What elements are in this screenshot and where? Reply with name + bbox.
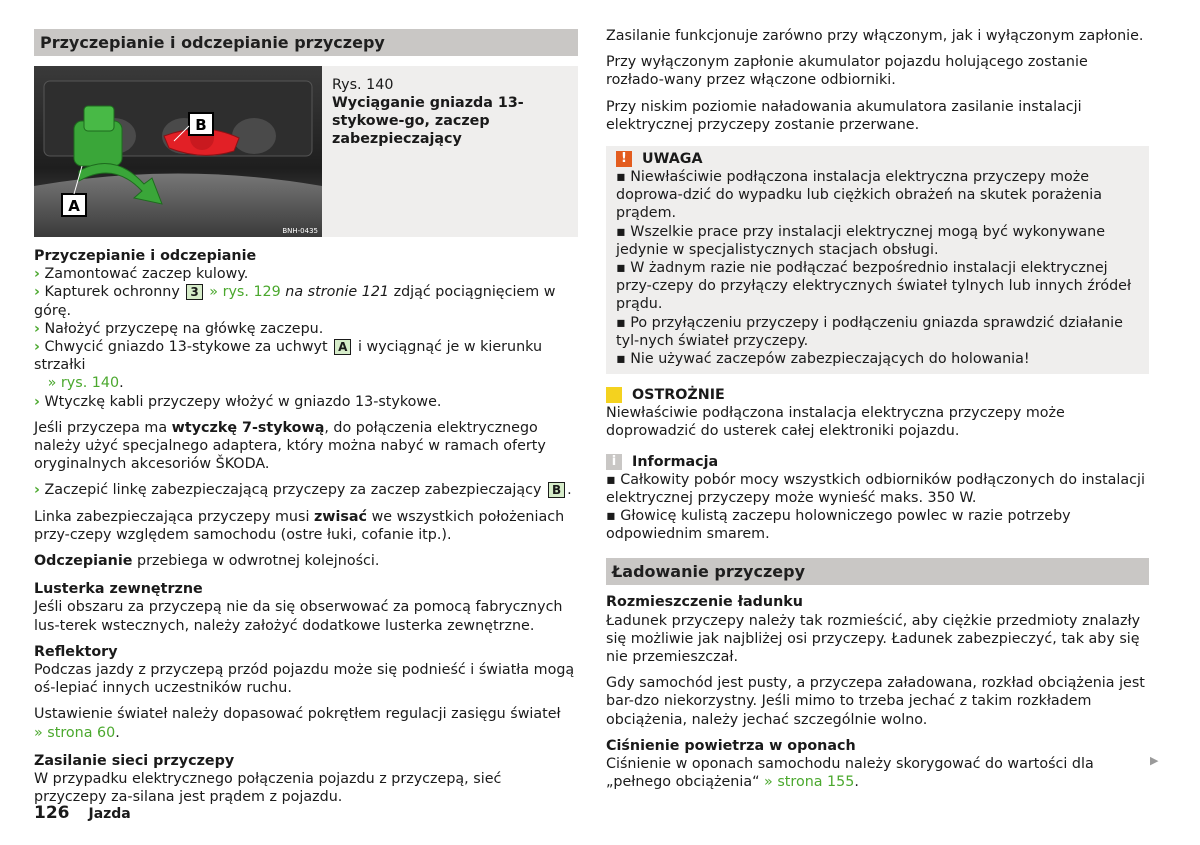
page-footer bbox=[34, 804, 131, 823]
step-item: › Chwycić gniazdo 13-stykowe za uchwyt A i wyciągnąć je w kierunku strzałki » rys. 140. bbox=[34, 339, 543, 392]
subheading: Reflektory bbox=[34, 643, 118, 660]
subheading: Zasilanie sieci przyczepy bbox=[34, 752, 235, 769]
figure-140 bbox=[34, 66, 578, 237]
figure-link[interactable]: » rys. 129 bbox=[209, 284, 281, 301]
figure-illustration bbox=[34, 66, 322, 237]
paragraph: Podczas jazdy z przyczepą przód pojazdu może się podnieść i światła mogą oś-lepiać innych uczestników ruchu. bbox=[34, 662, 575, 697]
next-page-icon: ▶ bbox=[1150, 754, 1159, 767]
info-header: i Informacja bbox=[606, 453, 1149, 471]
paragraph: W przypadku elektrycznego połączenia pojazdu z przyczepą, sieć przyczepy za-silana jest prądem z pojazdu. bbox=[34, 771, 502, 806]
info-item: ▪ Całkowity pobór mocy wszystkich odbiorników podłączonych do instalacji elektrycznej przyczepy może wynieść maks. 350 W. bbox=[606, 471, 1145, 506]
caution-text: Niewłaściwie podłączona instalacja elektryczna przyczepy może doprowadzić do usterek całej elektroniki pojazdu. bbox=[606, 405, 1065, 440]
figure-label-a: A bbox=[68, 197, 80, 215]
caution-icon: ! bbox=[606, 387, 622, 403]
step-item: › Kapturek ochronny 3 » rys. 129 na stronie 121 zdjąć pociągnięciem w górę. bbox=[34, 284, 556, 319]
subheading: Lusterka zewnętrzne bbox=[34, 581, 203, 598]
page-link[interactable]: » strona 155 bbox=[764, 774, 855, 791]
step-item: › Nałożyć przyczepę na główkę zaczepu. bbox=[34, 320, 324, 337]
paragraph: Zasilanie funkcjonuje zarówno przy włączonym, jak i wyłączonym zapłonie. bbox=[606, 28, 1144, 44]
warning-item: ▪ Wszelkie prace przy instalacji elektrycznej mogą być wykonywane jedynie w specjalistycznych stacjach obsługi. bbox=[616, 223, 1106, 258]
paragraph: Gdy samochód jest pusty, a przyczepa załadowana, rozkład obciążenia jest bar-dzo niekorzystny. Jeśli mimo to trzeba jechać z takim rozkładem obciążenia, należy jechać szczególnie wolno. bbox=[606, 675, 1145, 728]
left-column bbox=[34, 29, 578, 806]
subheading: Rozmieszczenie ładunku bbox=[606, 594, 803, 611]
ref-box: A bbox=[334, 339, 351, 355]
towbar-socket-illustration bbox=[34, 66, 322, 237]
right-column bbox=[606, 27, 1149, 792]
section-title: Przyczepianie i odczepianie przyczepy bbox=[34, 29, 578, 56]
figure-link[interactable]: » rys. 140 bbox=[47, 375, 120, 392]
paragraph: Odczepianie przebiega w odwrotnej kolejności. bbox=[34, 553, 380, 570]
info-icon: i bbox=[606, 454, 622, 470]
warning-item: ▪ W żadnym razie nie podłączać bezpośrednio instalacji elektrycznej przy-czepy do przyłączy elektrycznych świateł tylnych lub innych źródeł prądu. bbox=[616, 260, 1132, 313]
page-number: 126 bbox=[34, 803, 70, 823]
figure-code: BNH-0435 bbox=[282, 227, 318, 235]
paragraph: Jeśli przyczepa ma wtyczkę 7-stykową, do połączenia elektrycznego należy użyć specjalnego adaptera, który można nabyć w ramach oferty oryginalnych akcesoriów ŠKODA. bbox=[34, 419, 546, 473]
ref-box: 3 bbox=[186, 284, 202, 300]
paragraph: Jeśli obszaru za przyczepą nie da się obserwować za pomocą fabrycznych lus-terek wstecznych, należy założyć dodatkowe lusterka zewnętrzne. bbox=[34, 599, 563, 634]
warning-icon: ! bbox=[616, 151, 632, 167]
info-box bbox=[606, 453, 1149, 544]
caution-header: ! OSTROŻNIE bbox=[606, 386, 1149, 404]
left-body bbox=[34, 247, 578, 806]
paragraph: Przy niskim poziomie naładowania akumulatora zasilanie instalacji elektrycznej przyczepy zostanie przerwane. bbox=[606, 98, 1082, 133]
paragraph: Przy wyłączonym zapłonie akumulator pojazdu holującego zostanie rozłado-wany przez włączone odbiorniki. bbox=[606, 54, 1088, 89]
step-item: › Wtyczkę kabli przyczepy włożyć w gniazdo 13-stykowe. bbox=[34, 393, 442, 410]
figure-caption bbox=[322, 66, 578, 237]
info-item: ▪ Głowicę kulistą zaczepu holowniczego powlec w razie potrzeby odpowiednim smarem. bbox=[606, 508, 1071, 543]
subheading: Ciśnienie powietrza w oponach bbox=[606, 737, 856, 754]
figure-number: Rys. 140 bbox=[332, 77, 394, 93]
warning-item: ▪ Nie używać zaczepów zabezpieczających do holowania! bbox=[616, 351, 1030, 368]
warning-box bbox=[606, 146, 1149, 374]
section-title: Ładowanie przyczepy bbox=[606, 558, 1149, 585]
caution-box bbox=[606, 386, 1149, 440]
figure-label-b: B bbox=[195, 116, 207, 134]
ref-box: B bbox=[548, 482, 565, 498]
chapter-name: Jazda bbox=[88, 806, 131, 822]
subheading: Przyczepianie i odczepianie bbox=[34, 248, 257, 264]
page-link[interactable]: » strona 60 bbox=[34, 724, 116, 741]
paragraph: Ładunek przyczepy należy tak rozmieścić, aby ciężkie przedmioty znalazły się możliwie jak najbliżej osi przyczepy. Ładunek zabezpieczyć, tak aby się nie przemieszczał. bbox=[606, 612, 1141, 666]
warning-item: ▪ Niewłaściwie podłączona instalacja elektryczna przyczepy może doprowa-dzić do wypadku lub ciężkich obrażeń na skutek porażenia prądem. bbox=[616, 169, 1103, 222]
paragraph: Linka zabezpieczająca przyczepy musi zwisać we wszystkich położeniach przy-czepy względem samochodu (ostre łuki, cofanie itp.). bbox=[34, 508, 565, 543]
step-item: › Zaczepić linkę zabezpieczającą przyczepy za zaczep zabezpieczający B . bbox=[34, 482, 572, 499]
paragraph: Ciśnienie w oponach samochodu należy skorygować do wartości dla „pełnego obciążenia“ » strona 155. bbox=[606, 756, 1094, 791]
step-item: › Zamontować zaczep kulowy. bbox=[34, 266, 249, 283]
warning-item: ▪ Po przyłączeniu przyczepy i podłączeniu gniazda sprawdzić działanie tyl-nych świateł przyczepy. bbox=[616, 314, 1123, 349]
figure-title: Wyciąganie gniazda 13-stykowe-go, zaczep zabezpieczający bbox=[332, 95, 524, 148]
paragraph: Ustawienie świateł należy dopasować pokrętłem regulacji zasięgu świateł » strona 60. bbox=[34, 706, 561, 741]
warning-header: ! UWAGA bbox=[616, 150, 1139, 168]
